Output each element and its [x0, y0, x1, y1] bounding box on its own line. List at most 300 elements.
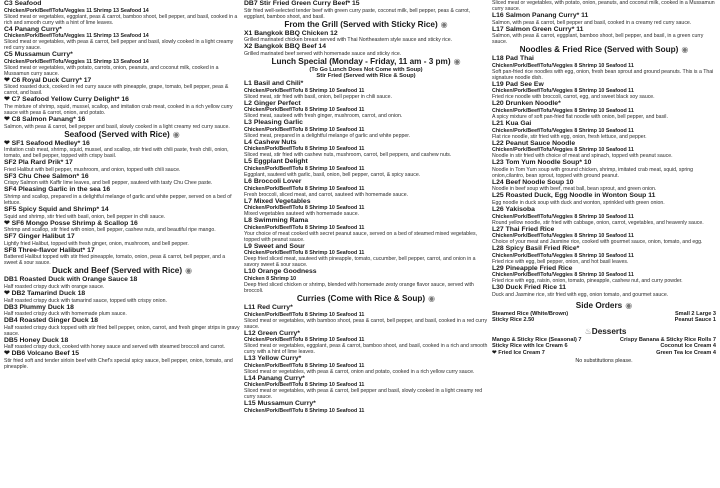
item-description: Eggplant, sauteed with garlic, basil, onion, bell pepper, carrot, & spicy sauce.	[244, 171, 421, 178]
menu-item	[4, 220, 240, 234]
item-name: ❤ DB6 Volcano Beef	[4, 350, 70, 358]
menu-item	[244, 158, 488, 178]
item-name: L26 Yakisoba	[492, 205, 535, 213]
menu-item	[244, 330, 488, 356]
item-description: Noodle in stir fried with choice of meat and spinach, topped with peanut sauce.	[492, 153, 673, 160]
item-price-options: Chicken/Pork/Beef/Tofu 8 Shrimp 10 Seafood 11	[244, 382, 365, 389]
item-name: L21 Kua Gai	[492, 119, 532, 127]
item-name: L6 Broccoli Lover	[244, 177, 302, 185]
item-name: DB7 Stir Fried Green Curry Beef*	[244, 0, 351, 7]
item-name: SF8 Three-flavor Halibut*	[4, 246, 86, 254]
item-description: Imitation crab meat, shrimp, squid, mussel, and scallop, stir fried with chili paste, fresh chili, onion, tomato, and bell pepper, topped with crispy basil.	[4, 147, 229, 160]
item-name: DB3 Plummy Duck	[4, 303, 65, 311]
section-heading	[244, 20, 488, 30]
menu-item	[492, 265, 716, 285]
item-name: ❤ DB2 Tamarind Duck	[4, 289, 76, 297]
side-orders-title: Side Orders	[575, 300, 623, 310]
menu-item	[4, 317, 240, 337]
item-price-options: Chicken/Pork/Beef/Tofu 8 Shrimp 10 Seafood 11	[244, 362, 365, 369]
item-description: Flat rice noodle, stir fried with egg, onion, fresh lettuce, and pepper.	[492, 133, 647, 140]
item-name: ❤ C8 Salmon Panang*	[4, 115, 76, 123]
item-description: Sliced meat, stir fried with cashew nuts, mushroom, carrot, bell peppers, and cashew nuts.	[244, 152, 452, 159]
item-name-line	[4, 116, 240, 124]
item-description: Deep fried sliced chicken or shrimp, blended with homemade zesty orange flavor sauce, served with broccoli.	[244, 281, 474, 294]
item-name-line	[4, 233, 240, 241]
item-price-options: Chicken/Pork/Beef/Tofu 8 Shrimp 10 Seafood 11	[244, 87, 365, 94]
item-name: L18 Pad Thai	[492, 55, 534, 63]
side-price: Peanut Sauce 1	[674, 317, 716, 324]
item-name: L11 Red Curry*	[244, 303, 293, 311]
item-description: Fried rice with egg, bell pepper, onion, and hot basil leaves.	[492, 258, 629, 265]
section-heading	[244, 57, 488, 67]
item-description: Soft pan-fried rice noodles with egg, onion, fresh bean sprout and ground peanuts. This is a Thai signature noodle dish.	[492, 68, 714, 81]
item-name-line	[492, 159, 716, 167]
item-name-line	[244, 30, 488, 38]
item-price: 18	[60, 336, 69, 344]
menu-column-3	[492, 0, 716, 488]
item-price-options: Chicken/Pork/Beef/Tofu/Veggies 8 Shrimp 10 Seafood 11	[492, 233, 634, 240]
item-description: Noodle in Tom Yum soup with ground chicken, shrimp, imitated crab meat, squid, spring onion,cilantro, bean sprout, topped with ground peanut.	[492, 166, 694, 179]
bowl-icon: ◉	[681, 45, 689, 55]
item-name-line	[4, 220, 240, 228]
item-name: L8 Swimming Rama	[244, 217, 309, 225]
item-name: DB5 Honey Duck	[4, 336, 59, 344]
item-name-line	[244, 43, 488, 51]
item-name: SF4 Pleasing Garlic in the sea	[4, 186, 101, 194]
item-price-options: Chicken/Pork/Beef/Tofu 8 Shrimp 10 Seafood 11	[244, 250, 365, 257]
item-name: L12 Green Curry*	[244, 329, 300, 337]
menu-item	[244, 304, 488, 330]
item-name: DB1 Roasted Duck with Orange Sauce	[4, 276, 128, 284]
item-name-line	[492, 226, 716, 234]
menu-item	[244, 100, 488, 120]
item-description: Sliced meat or vegetables, eggplant, peas & carrot, bamboo shoot, and basil, cooked in a rich and smooth curry with a hint of lime leaves.	[244, 343, 488, 356]
item-price: 16	[82, 139, 90, 147]
dessert-icon: ♨	[584, 326, 592, 336]
item-name: L25 Roasted Duck, Egg Noodle in Wonton Soup	[492, 192, 647, 200]
section-title: Seafood (Served with Rice)	[64, 129, 170, 139]
dessert-item: Coconut Ice Cream 4	[660, 343, 716, 350]
menu-item	[492, 159, 716, 179]
item-name-line	[4, 337, 240, 345]
column-3-items	[492, 0, 716, 298]
item-description: Mixed vegetables sauteed with homemade sauce.	[244, 211, 360, 218]
item-name-line	[4, 276, 240, 284]
item-name: SF5 Spicy Squid and Shrimp*	[4, 205, 100, 213]
item-name-line	[492, 55, 716, 63]
item-price: 16	[77, 115, 86, 123]
menu-item	[4, 51, 240, 77]
menu-item	[4, 140, 240, 160]
item-description: Sliced meat or vegetables, eggplant, peas & carrot, bamboo shoot, bell pepper, and basil, cooked in a rich and smooth curry with a hint of lime leaves.	[4, 13, 238, 26]
item-price: 18	[129, 276, 138, 284]
item-description: Stir fried soft and tender sirloin beef with Chef's special spicy sauce, bell pepper, onion, tomato, and pineapple.	[4, 357, 233, 370]
item-description: Salmon, with peas & carrot, eggplant, bamboo shoot, bell pepper, and basil, in a green curry sauce.	[492, 33, 704, 46]
item-price: 12	[330, 29, 338, 37]
item-name-line	[244, 0, 488, 8]
item-description: Half roasted crispy duck with tamarind sauce, topped with crispy onion.	[4, 297, 167, 304]
menu-item	[244, 80, 488, 100]
item-name: L1 Basil and Chili*	[244, 79, 304, 87]
section-heading	[492, 45, 716, 55]
item-name: SF7 Ginger Halibut	[4, 233, 66, 241]
item-description: Salmon, with peas & carrot, bell pepper and basil, cooked in a creamy red curry sauce.	[492, 19, 692, 26]
item-name-line	[244, 355, 488, 363]
item-name: L16 Salmon Panang Curry*	[492, 12, 580, 19]
section-heading	[4, 266, 240, 276]
dessert-row	[492, 350, 716, 356]
item-name-line	[4, 26, 240, 34]
item-price: 16	[130, 219, 138, 227]
item-name-line	[4, 96, 240, 104]
menu-item	[492, 26, 716, 46]
item-description: Grilled marinated beef served with homemade sauce and sticky rice.	[244, 50, 402, 57]
item-name-line	[492, 179, 716, 187]
menu-item	[244, 30, 488, 44]
side-price: Small 2 Large 3	[674, 310, 716, 317]
item-price: 11	[648, 192, 656, 200]
item-name-line	[492, 12, 716, 20]
bowl-icon: ◉	[428, 293, 436, 303]
item-name-line	[244, 198, 488, 206]
item-description: Stir fried well-selected tender beef with green curry paste, coconut milk, bell pepper, peas & carrot, eggplant, bamboo shoot, and basil.	[244, 7, 471, 20]
side-row	[492, 317, 716, 323]
menu-item	[4, 290, 240, 304]
item-name: DB4 Roasted Ginger Duck	[4, 317, 89, 325]
menu-item	[492, 81, 716, 101]
item-price: 15	[352, 0, 360, 7]
item-price-options: Chicken/Pork/Beef/Tofu/Veggies 8 Shrimp 10 Seafood 11	[492, 62, 634, 69]
menu-item	[492, 206, 716, 226]
item-name: C3 Seafood	[4, 0, 42, 7]
item-description: Deep fried sliced meat, sauteed with pineapple, tomato, cucumber, bell pepper, carrot, and onion in a savory sweet & sour sauce.	[244, 256, 476, 269]
item-name-line	[4, 159, 240, 167]
item-name: L3 Pleasing Garlic	[244, 119, 303, 127]
section-note: (To Go Lunch Does Not Come with Soup)	[309, 66, 423, 73]
menu-item	[4, 77, 240, 97]
menu-item	[244, 400, 488, 414]
menu-item	[244, 119, 488, 139]
item-price: 17	[87, 246, 95, 254]
item-price-options: Chicken/Pork/Beef/Tofu/Veggies 8 Shrimp 10 Seafood 11	[492, 272, 634, 279]
item-name-line	[492, 81, 716, 89]
item-price-options: Chicken/Pork/Beef/Tofu 8 Shrimp 10 Seafood 11	[244, 146, 365, 153]
menu-item	[492, 12, 716, 26]
item-name-line	[244, 268, 488, 276]
item-name-line	[492, 26, 716, 34]
item-description: Sliced meat or vegetables, with potato, onion, peanuts, and coconut milk, cooked in a Mussamun curry sauce.	[492, 0, 715, 12]
item-price-options: Chicken/Pork/Beef/Tofu 8 Shrimp 10 Seafood 11	[244, 185, 365, 192]
item-name-line	[244, 80, 488, 88]
item-description: Sliced meat or vegetables, with peas & carrot, bell pepper and basil, slowly cooked in a light creamy red curry sauce.	[244, 388, 483, 401]
item-name-line	[4, 51, 240, 59]
item-name: L28 Spicy Basil Fried Rice*	[492, 245, 580, 253]
item-name-line	[244, 304, 488, 312]
menu-column-2	[244, 0, 488, 488]
item-name-line	[492, 265, 716, 273]
item-price-options: Chicken/Pork/Beef/Tofu/Veggies 11 Shrimp 13 Seafood 14	[4, 58, 149, 65]
menu-item	[4, 337, 240, 351]
menu-item	[4, 247, 240, 267]
desserts-heading	[492, 327, 716, 337]
item-name: L19 Pad See Ew	[492, 80, 544, 88]
menu-item	[244, 355, 488, 375]
item-description: Choice of your meat and Jasmine rice, cooked with gourmet sauce, onion, tomato, and egg.	[492, 239, 703, 246]
menu-item	[492, 140, 716, 160]
item-name: L10 Orange Goodness	[244, 268, 317, 276]
item-description: Shrimp and scallop, stir fried with onion, bell pepper, cashew nuts, and beautiful ripe mango.	[4, 227, 216, 234]
item-name: L22 Peanut Sauce Noodle	[492, 139, 576, 147]
menu-item	[244, 178, 488, 198]
desserts-title: Desserts	[591, 326, 627, 336]
item-price: 17	[67, 233, 75, 241]
item-description: Fresh broccoli, sliced meat, and carrot, sauteed with homemade sauce.	[244, 191, 409, 198]
item-description: Battered Halibut topped with stir fried pineapple, tomato, onion, peas & carrot, bell pepper, and a sweet & sour sauce.	[4, 254, 226, 267]
menu-item	[492, 226, 716, 246]
item-name-line	[4, 290, 240, 298]
menu-item	[492, 245, 716, 265]
item-price: 14	[101, 205, 109, 213]
item-price-options: Chicken/Pork/Beef/Tofu/Veggies 8 Shrimp 10 Seafood 11	[492, 213, 634, 220]
dessert-item: ❤ Fried Ice Cream 7	[492, 349, 545, 356]
side-item: Sticky Rice 2.50	[492, 317, 535, 324]
item-price-options: Chicken/Pork/Beef/Tofu 8 Shrimp 10 Seafood 11	[244, 165, 365, 172]
item-name: L7 Mixed Vegetables	[244, 197, 311, 205]
item-description: Sliced meat or vegetables, with potato, carrots, onion, peanuts, and coconut milk, cooked in a Mussamun curry sauce.	[4, 64, 219, 77]
item-price: 18	[77, 289, 86, 297]
item-name: L30 Duck Fried Rice	[492, 284, 557, 292]
side-orders-section	[492, 301, 716, 324]
item-name: L14 Panang Curry*	[244, 374, 305, 382]
dessert-item: Mango & Sticky Rice (Seasonal) 7	[492, 336, 582, 343]
menu-item	[4, 276, 240, 290]
item-name-line	[4, 0, 240, 8]
menu-item	[4, 206, 240, 220]
menu-item	[492, 192, 716, 206]
item-name: L17 Salmon Green Curry*	[492, 25, 575, 33]
bowl-icon: ◉	[453, 56, 461, 66]
item-name-line	[492, 192, 716, 200]
menu-item	[244, 375, 488, 401]
menu-item	[4, 350, 240, 370]
item-name: SF2 Pla Rard Prik*	[4, 159, 64, 167]
item-description: The mixture of shrimp, squid, mussel, scallop, and imitation crab meat, cooked in a rich yellow curry sauce with peas & carrot, onion, and potato.	[4, 103, 233, 116]
item-name: L9 Sweet and Sour	[244, 242, 305, 250]
section-title: Lunch Special (Monday - Friday, 11 am - 3 pm)	[271, 56, 451, 66]
item-description: A spicy mixture of soft pan-fried flat noodle with onion, bell pepper, and basil.	[492, 113, 668, 120]
item-price: 16	[81, 172, 89, 180]
menu-item	[244, 217, 488, 243]
item-name-line	[244, 158, 488, 166]
item-price-options: Chicken/Pork/Beef/Tofu/Veggies 8 Shrimp 10 Seafood 11	[492, 127, 634, 134]
section-note: Stir Fried (Served with Rice & Soup)	[316, 73, 416, 80]
item-price: 18	[66, 303, 74, 311]
dessert-item: Green Tea Ice Cream 4	[656, 349, 716, 356]
item-price: 18	[90, 317, 99, 325]
item-name-line	[492, 120, 716, 128]
item-name-line	[244, 330, 488, 338]
section-title: Noodles & Fried Rice (Served with Soup)	[519, 45, 679, 55]
item-name: ❤ C7 Seafood Yellow Curry Delight*	[4, 96, 120, 104]
item-name: X2 Bangkok BBQ Beef	[244, 43, 317, 51]
item-price-options: Chicken/Pork/Beef/Tofu/Veggies 11 Shrimp 13 Seafood 14	[4, 33, 149, 40]
menu-item	[492, 120, 716, 140]
item-description: Sliced roasted duck, cooked in red curry sauce with pineapple, grape, tomato, bell pepper, peas & carrot, and basil.	[4, 84, 229, 97]
item-price-options: Chicken/Pork/Beef/Tofu 8 Shrimp 10 Seafood 11	[244, 126, 365, 133]
item-price: 11	[576, 25, 584, 33]
item-name-line	[244, 100, 488, 108]
item-price: 16	[102, 186, 111, 194]
item-name-line	[244, 139, 488, 147]
item-price-options: Chicken 8 Shrimp 10	[244, 275, 297, 282]
item-description: Crispy Salmon with Kaffir lime leaves, and bell pepper, sauteed with tasty Chu Chee paste.	[4, 180, 213, 187]
menu-item	[4, 159, 240, 173]
item-description: Grilled marinated chicken breast served with Thai Northeastern style sauce and sticky rice.	[244, 37, 453, 44]
menu-item	[492, 100, 716, 120]
menu-item	[492, 179, 716, 193]
menu-item	[4, 0, 240, 26]
item-name-line	[244, 178, 488, 186]
item-description: Sliced meat or vegetables, with bamboo shoot, peas & carrot, bell pepper, and basil, cooked in a red curry sauce.	[244, 317, 488, 330]
item-description: Half roasted crispy duck, cooked with honey sauce and served with steamed broccoli and carrot.	[4, 344, 226, 351]
menu-item	[492, 284, 716, 298]
item-name-line	[4, 304, 240, 312]
item-name-line	[4, 350, 240, 358]
menu-item	[4, 96, 240, 116]
item-name: L23 Tom Yum Noodle Soup*	[492, 159, 583, 167]
item-name-line	[492, 100, 716, 108]
item-price-options: Chicken/Pork/Beef/Tofu/Veggies 8 Shrimp 10 Seafood 11	[492, 88, 634, 95]
item-price-options: Chicken/Pork/Beef/Tofu/Veggies 8 Shrimp 10 Seafood 11	[492, 252, 634, 259]
item-name: ❤ C6 Royal Duck Curry*	[4, 76, 82, 84]
item-name-line	[244, 375, 488, 383]
item-price-options: Chicken/Pork/Beef/Tofu 8 Shrimp 10 Seafood 11	[244, 407, 365, 414]
menu-item	[244, 0, 488, 20]
bowl-icon: ◉	[625, 300, 633, 310]
item-description: Shrimp and scallop, prepared in a delightful melange of garlic and white pepper, served on a bed of lettuce.	[4, 193, 232, 206]
menu-item	[244, 268, 488, 294]
menu-item	[4, 233, 240, 247]
bowl-icon: ◉	[185, 266, 193, 276]
side-item: Steamed Rice (White/Brown)	[492, 310, 569, 317]
side-orders-heading	[492, 301, 716, 311]
item-description: Your choice of meat cooked with secret peanut sauce, served on a bed of steamed mixed vegetables, topped with peanut sauce.	[244, 230, 478, 243]
item-price-options: Chicken/Pork/Beef/Tofu 8 Shrimp 10 Seafood 11	[244, 311, 365, 318]
item-name-line	[4, 77, 240, 85]
item-description: Noodle in beef soup with beef, meat ball, bean sprout, and green onion.	[492, 186, 657, 193]
item-name: L5 Eggplant Delight	[244, 158, 308, 166]
item-name: L15 Mussamun Curry*	[244, 400, 316, 408]
item-name-line	[4, 186, 240, 194]
item-description: Half roasted crispy duck with homemade plum sauce.	[4, 311, 127, 318]
item-description: Sliced meat or vegetables, with peas & carrot, bell pepper and basil, slowly cooked in a light creamy red curry sauce.	[4, 39, 234, 52]
item-price-options: Chicken/Pork/Beef/Tofu 8 Shrimp 10 Seafood 11	[244, 224, 365, 231]
menu-item	[4, 26, 240, 52]
item-description: Sliced meat, prepared in a delightful melange of garlic and white pepper.	[244, 132, 411, 139]
item-name: L24 Beef Noodle Soup	[492, 178, 565, 186]
menu-column-1	[4, 0, 240, 488]
menu-item	[4, 173, 240, 187]
item-name-line	[492, 206, 716, 214]
section-heading	[244, 294, 488, 304]
item-price: 11	[581, 12, 589, 19]
item-name-line	[4, 317, 240, 325]
item-price: 17	[65, 159, 73, 167]
item-price: 14	[318, 43, 326, 51]
item-description: Sliced meat or vegetables, with peas & carrot, onion and potato, cooked in a rich yellow curry sauce.	[244, 368, 475, 375]
menu-item	[492, 55, 716, 81]
section-heading	[4, 130, 240, 140]
item-name: L13 Yellow Curry*	[244, 355, 302, 363]
menu-item	[4, 304, 240, 318]
item-price-options: Chicken/Pork/Beef/Tofu/Veggies 8 Shrimp 10 Seafood 11	[492, 107, 634, 114]
menu-item	[244, 243, 488, 269]
no-substitutions-note: No substitutions please.	[575, 357, 633, 364]
item-description: Fried rice noodle with broccoli, carrot, egg, and sweet black soy sauce.	[492, 94, 655, 101]
item-name-line	[4, 247, 240, 255]
item-description: Half roasted crispy duck with orange sauce.	[4, 283, 105, 290]
item-name: C4 Panang Curry*	[4, 25, 62, 33]
item-name-line	[244, 243, 488, 251]
item-name: X1 Bangkok BBQ Chicken	[244, 29, 329, 37]
menu-item	[244, 139, 488, 159]
section-title: Curries (Come with Rice & Soup)	[296, 293, 426, 303]
item-name-line	[244, 400, 488, 408]
item-name: L29 Pineapple Fried Rice	[492, 264, 573, 272]
menu-item	[492, 0, 716, 12]
item-description: Fried rice with egg, raisin, onion, tomato, pineapple, cashew nut, and curry powder.	[492, 278, 683, 285]
desserts-section	[492, 327, 716, 356]
item-description: Sliced meat, stir fried with basil, onion, bell pepper in chili sauce.	[244, 93, 392, 100]
item-name: L27 Thai Fried Rice	[492, 225, 555, 233]
item-name: ❤ SF1 Seafood Medley*	[4, 139, 81, 147]
item-name-line	[244, 217, 488, 225]
item-price-options: Chicken/Pork/Beef/Tofu/Veggies 8 Shrimp 10 Seafood 11	[492, 147, 634, 154]
menu-item	[244, 43, 488, 57]
item-description: Lightly fried Halibut, topped with fresh ginger, onion, mushroom, and bell pepper.	[4, 240, 189, 247]
item-description: Sliced meat, sauteed with fresh ginger, mushroom, carrot, and onion.	[244, 113, 403, 120]
item-name: SF3 Chu Chee Salmon*	[4, 172, 80, 180]
menu-item	[4, 116, 240, 130]
item-name: L4 Cashew Nuts	[244, 138, 297, 146]
item-name-line	[492, 140, 716, 148]
item-name: L20 Drunken Noodle*	[492, 100, 561, 108]
item-name: ❤ SF6 Mongo Posse Shrimp & Scallop	[4, 219, 129, 227]
dessert-item: Crispy Banana & Sticky Rice Rolls 7	[619, 336, 716, 343]
item-price: 16	[121, 96, 129, 104]
item-price: 17	[83, 76, 92, 84]
item-name-line	[244, 119, 488, 127]
item-price-options: Chicken/Pork/Beef/Tofu/Veggies 11 Shrimp 13 Seafood 14	[4, 7, 149, 14]
item-name-line	[492, 284, 716, 292]
item-name-line	[4, 206, 240, 214]
dessert-item: Sticky Rice with Ice Cream 6	[492, 343, 568, 350]
item-price: 15	[71, 350, 80, 358]
item-name-line	[492, 245, 716, 253]
item-price-options: Chicken/Pork/Beef/Tofu 8 Shrimp 10 Seafood 11	[244, 337, 365, 344]
item-description: Round yellow noodle, stir fried with cabbage, onion, carrot, vegetables, and heavenly sauce.	[492, 219, 704, 226]
item-name-line	[4, 140, 240, 148]
item-price-options: Chicken/Pork/Beef/Tofu 8 Shrimp 10 Seafood 11	[244, 205, 365, 212]
section-title: Duck and Beef (Served with Rice)	[51, 266, 183, 276]
item-price: 10	[583, 159, 592, 167]
item-price: 10	[566, 178, 574, 186]
item-description: Squid and shrimp, stir fried with basil, onion, bell pepper in chili sauce.	[4, 213, 166, 220]
item-price: 11	[558, 284, 567, 292]
item-description: Egg noodle in duck soup with duck and wonton, sprinkled with green onion.	[492, 199, 665, 206]
item-name-line	[4, 173, 240, 181]
item-name: C5 Mussamun Curry*	[4, 51, 73, 59]
